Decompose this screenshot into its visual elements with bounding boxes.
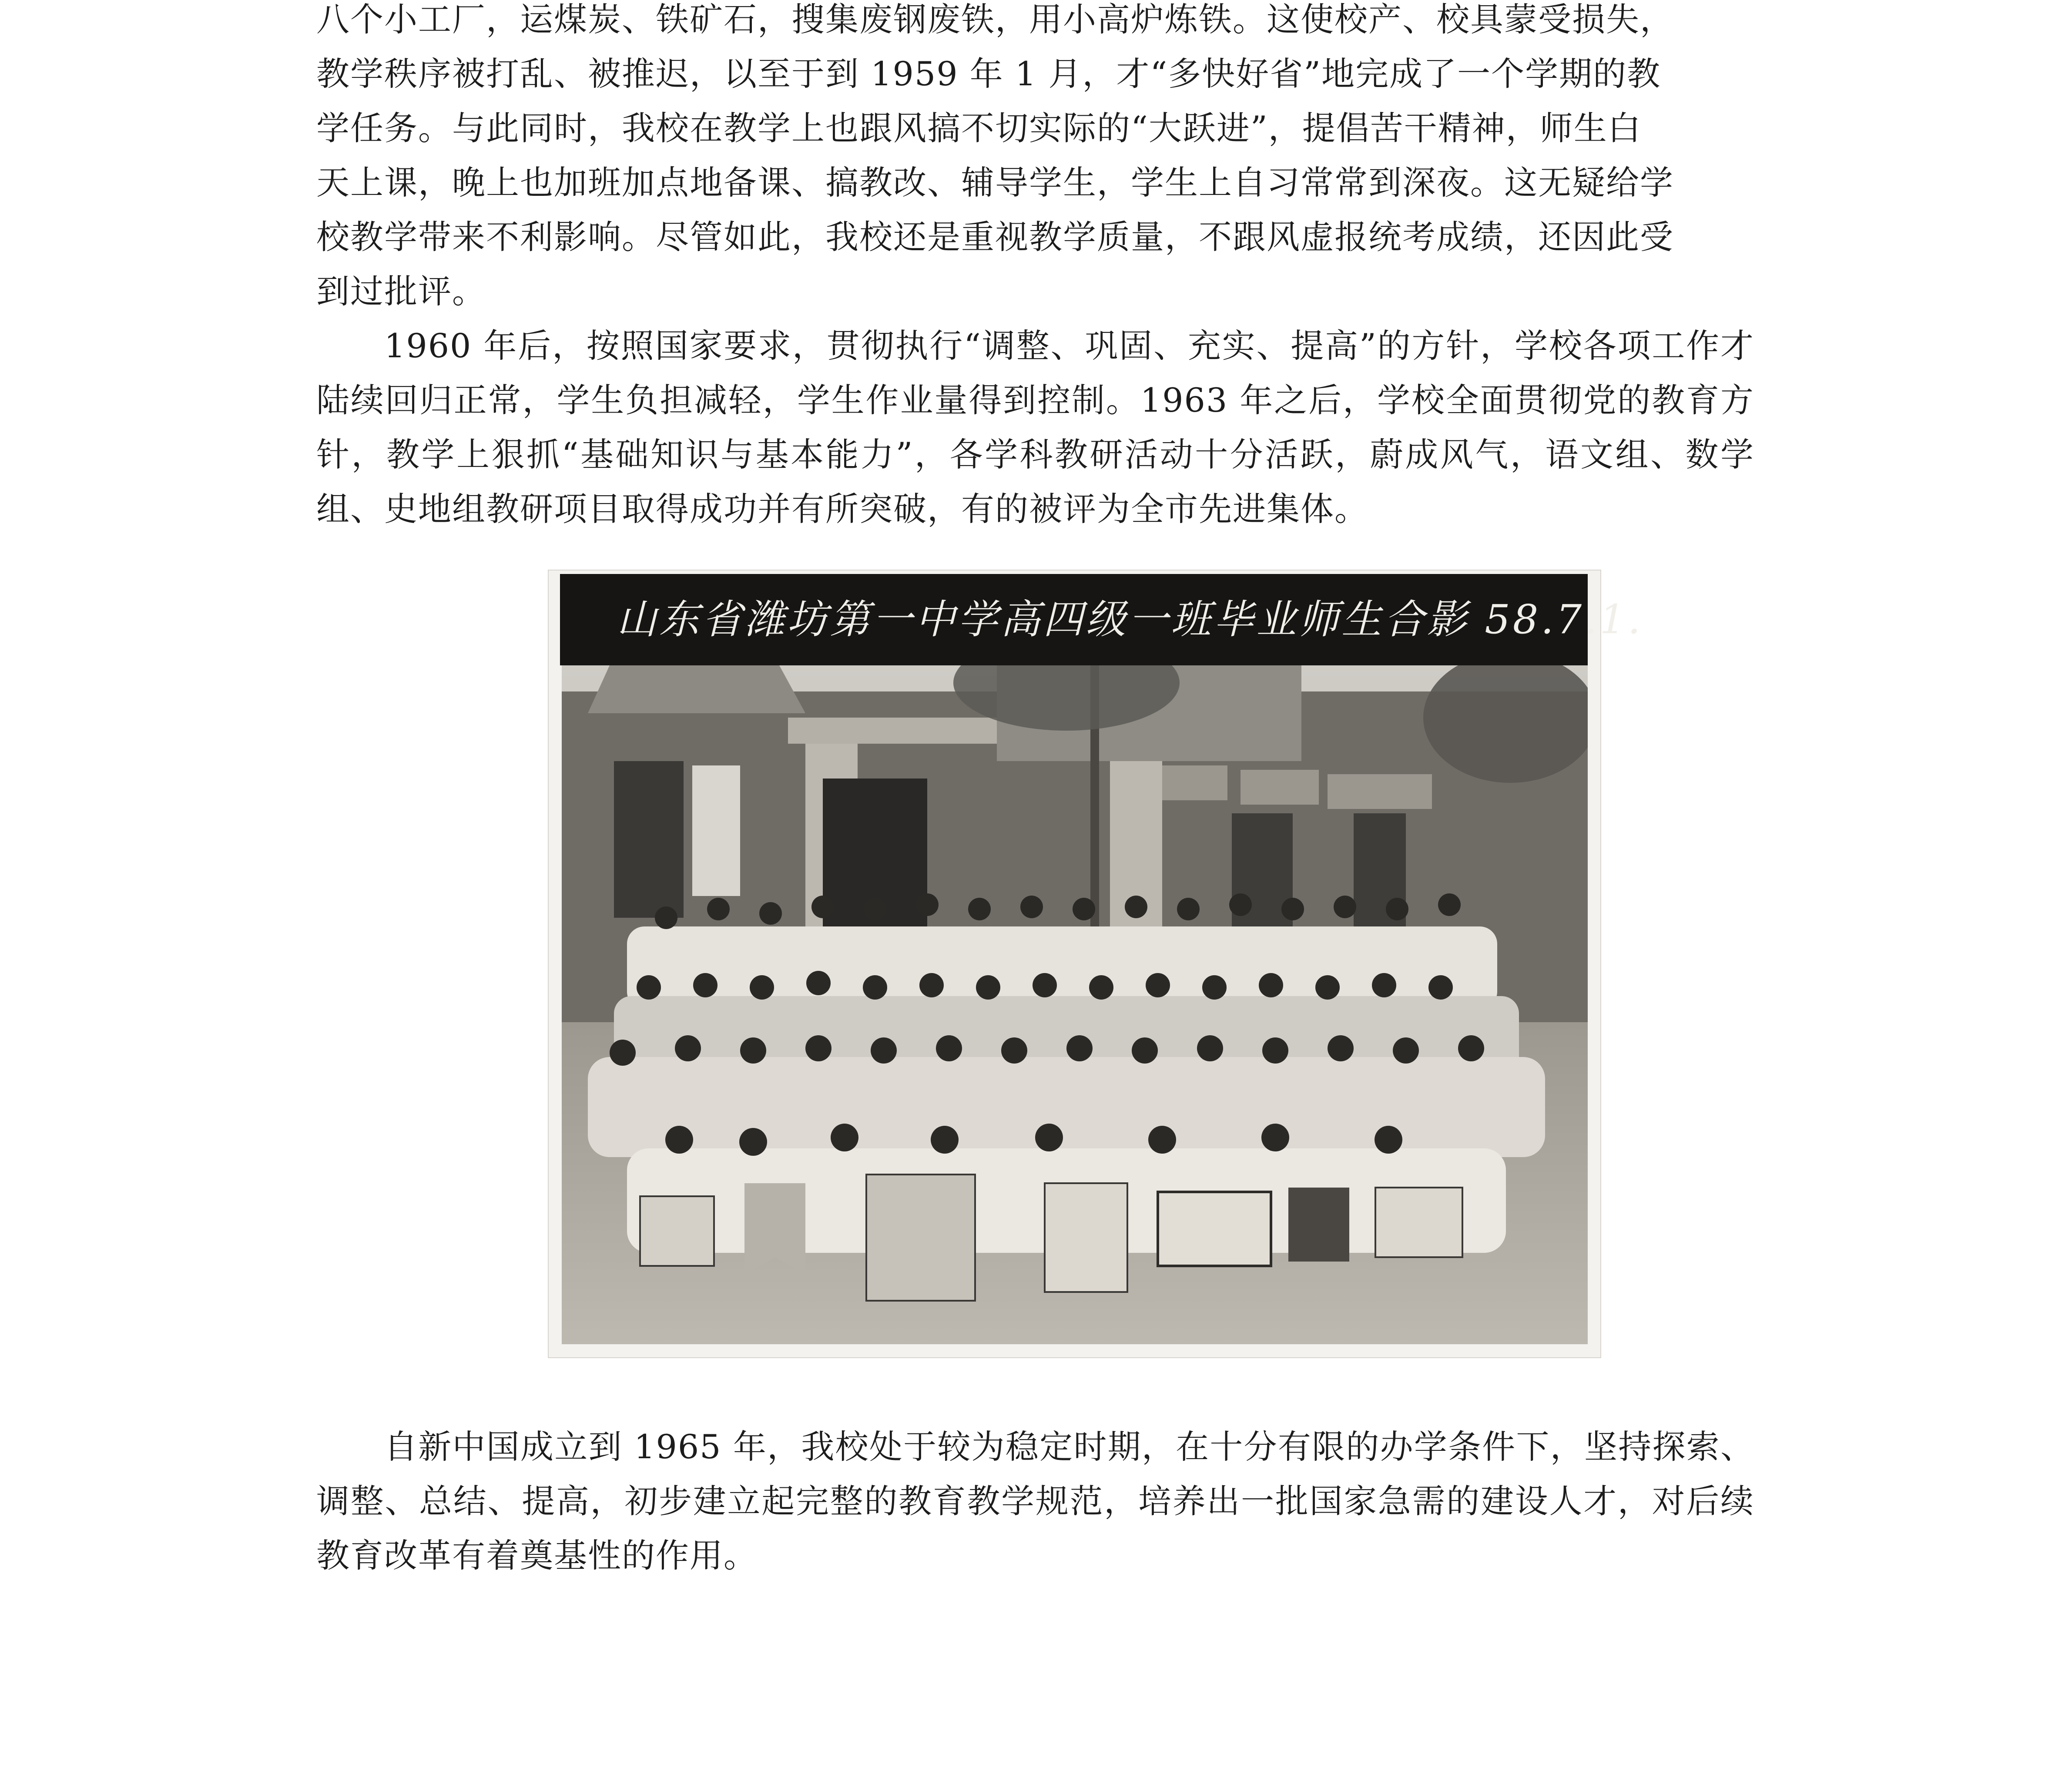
graduation-photo: [549, 571, 1643, 1357]
paragraph-line: 八个小工厂，运煤炭、铁矿石，搜集废钢废铁，用小高炉炼铁。这使校产、校具蒙受损失，: [316, 0, 1674, 39]
photo-caption: 山东省潍坊第一中学高四级一班毕业师生合影 58.7.1.: [617, 596, 1643, 643]
paragraph-1960-adjustment: [316, 319, 1754, 536]
paragraph-line: 学任务。与此同时，我校在教学上也跟风搞不切实际的“大跃进”，提倡苦干精神，师生白: [316, 109, 1642, 148]
paragraph-line: 教学秩序被打乱、被推迟，以至于到 1959 年 1 月，才“多快好省”地完成了一个学期的教: [316, 54, 1661, 93]
paragraph-line: 天上课，晚上也加班加点地备课、搞教改、辅导学生，学生上自习常常到深夜。这无疑给学: [316, 163, 1674, 202]
paragraph-line: 到过批评。: [316, 272, 486, 311]
paragraph-text: 1960 年后，按照国家要求，贯彻执行“调整、巩固、充实、提高”的方针，学校各项工作才陆续回归正常，学生负担减轻，学生作业量得到控制。1963 年之后，学校全面贯彻党的教育方针，教学上狠抓“基础知识与基本能力”，各学科教研活动十分活跃，蔚成风气，语文组、数学组、史地组教研项目取得成功并有所突破，有的被评为全市先进集体。: [316, 326, 1754, 528]
paragraph-line: 校教学带来不利影响。尽管如此，我校还是重视教学质量，不跟风虚报统考成绩，还因此受: [316, 218, 1674, 256]
paragraph-great-leap: [316, 0, 1754, 319]
paragraph-1965-summary: [316, 1420, 1754, 1583]
group-photo-image: [562, 665, 1588, 1344]
paragraph-text: 自新中国成立到 1965 年，我校处于较为稳定时期，在十分有限的办学条件下，坚持探索、调整、总结、提高，初步建立起完整的教育教学规范，培养出一批国家急需的建设人才，对后续教育改革有着奠基性的作用。: [316, 1427, 1754, 1575]
photo-caption-banner: [560, 574, 1643, 665]
